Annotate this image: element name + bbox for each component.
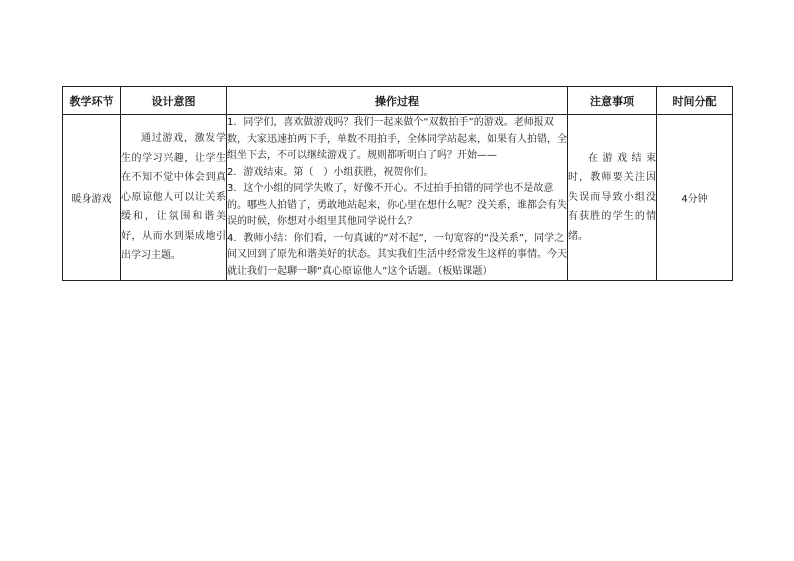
header-time: 时间分配	[657, 87, 733, 115]
header-design-intent: 设计意图	[121, 87, 227, 115]
process-step-2: 2．游戏结束。第（ ）小组获胜，祝贺你们。	[227, 166, 434, 178]
header-row	[63, 87, 733, 115]
table-row	[63, 115, 733, 281]
stage-cell: 暖身游戏	[63, 115, 121, 281]
process-step-1: 1．同学们，喜欢做游戏吗？我们一起来做个“双数拍手”的游戏。老师报双数，大家迅速拍两下手，单数不用拍手，全体同学站起来，如果有人拍错，全组坐下去，不可以继续游戏了。规则都听明白了吗？开始——	[227, 117, 567, 161]
notes-text: 在游戏结束时，教师要关注因失误而导致小组没有获胜的学生的情绪。	[568, 152, 656, 242]
header-stage: 教学环节	[63, 87, 121, 115]
process-step-3: 3．这个小组的同学失败了，好像不开心。不过拍手拍错的同学也不是故意的。哪些人拍错了，勇敢地站起来，你心里在想什么呢？没关系，谁都会有失误的时候，你想对小组里其他同学说什么？	[227, 183, 567, 227]
notes-cell	[568, 115, 657, 281]
design-intent-cell	[121, 115, 227, 281]
process-cell	[227, 115, 568, 281]
process-step-4: 4．教师小结：你们看，一句真诚的“对不起”，一句宽容的“没关系”，同学之间又回到了原先和谐美好的状态。其实我们生活中经常发生这样的事情。今天就让我们一起聊一聊“真心原谅他人”这个话题。（板贴课题）	[227, 232, 567, 277]
design-intent-text: 通过游戏，激发学生的学习兴趣，让学生在不知不觉中体会到真心原谅他人可以让关系缓和，让氛围和谐美好，从而水到渠成地引出学习主题。	[121, 133, 226, 262]
lesson-plan-table	[62, 86, 733, 281]
header-notes: 注意事项	[568, 87, 657, 115]
time-cell: 4分钟	[657, 115, 733, 281]
header-process: 操作过程	[227, 87, 568, 115]
